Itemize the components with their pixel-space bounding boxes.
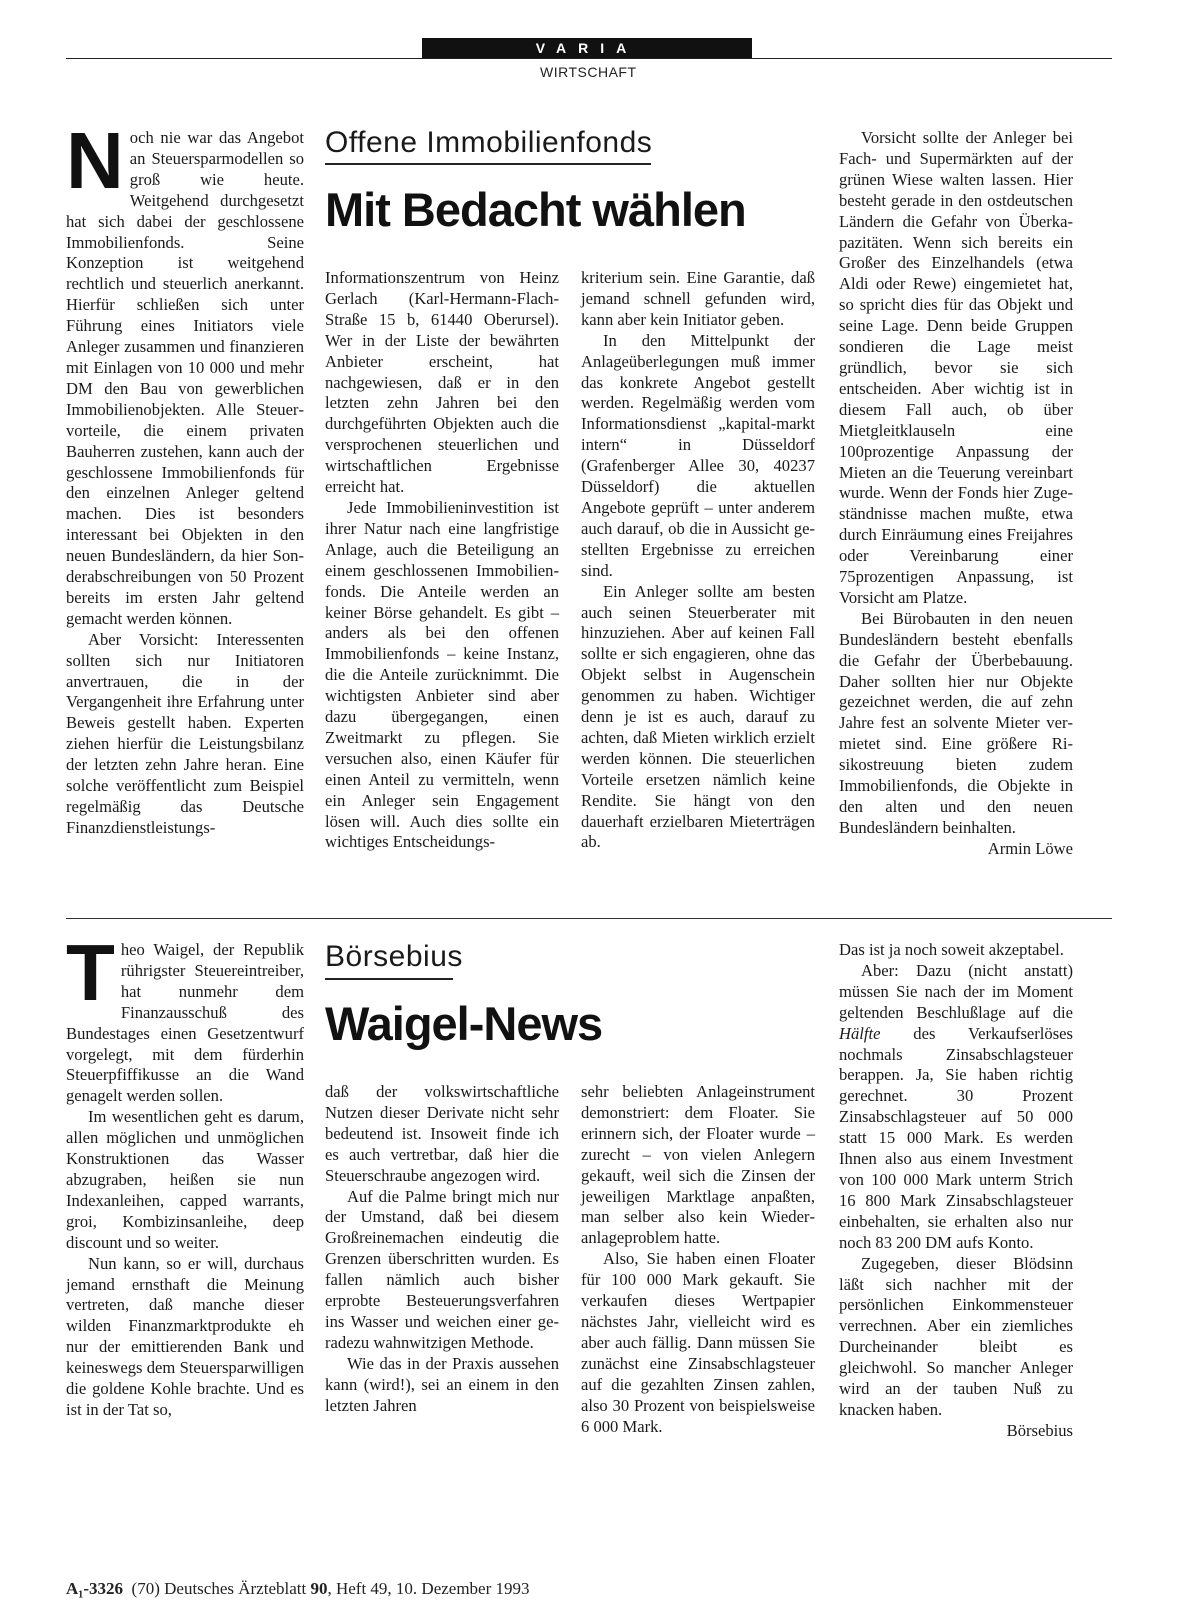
kicker-rule <box>325 163 651 165</box>
page-number: (70) Deutsches Ärzteblatt <box>131 1579 311 1598</box>
article2-col2-p1: daß der volkswirtschaftliche Nutzen dieser Derivate nicht sehr bedeutend ist. Insoweit finde ich es auch vertretbar, daß hier die Steuerschraube angezogen wird. <box>325 1082 559 1185</box>
article2-col3-p2: Also, Sie haben einen Floater für 100 000 Mark gekauft. Sie verkaufen dieses Wertpapier nächstes Jahr, vielleicht wird es aber auch fällig. Dann müssen Sie zunächst eine Zinsabschlagsteuer auf die gezahlten Zinsen zahlen, also 30 Prozent von beispielsweise 6 000 Mark. <box>581 1249 815 1436</box>
article1-column-1 <box>66 116 304 839</box>
article1-column-4 <box>839 128 1073 860</box>
article2-col3-p1: sehr beliebten Anlageinstrument demonstriert: dem Floater. Sie erinnern sich, der Floater wurde – zurecht – von vielen Anlegern gekauft, weil sich die Zinsen der jeweiligen Marktlage anpaßten, man selber also kein Wiederanlageproblem hatte. <box>581 1082 815 1248</box>
article2-col1-p2: Im wesentlichen geht es darum, allen möglichen und unmöglichen Konstruktionen das Wasser abzugraben, heißen sie nun Indexanleihen, capped warrants, groi, Kombizinsanleihe, deep discount und so weiter. <box>66 1107 304 1252</box>
article2-col2-p2: Auf die Palme bringt mich nur der Umstand, daß bei diesem Großreinemachen eindeutig die Grenzen überschritten wurden. Es fallen nämlich auch bisher erprobte Besteuerungsverfahren ins Wasser und weichen einer geradezu wahnwitzigen Methode. <box>325 1186 559 1352</box>
article2-col4-p1: Das ist ja noch soweit akzeptabel. <box>839 940 1064 959</box>
article1-col3-p3: Ein Anleger sollte am besten auch seinen Steuerberater mit hinzuziehen. Aber auf keinen Fall sollte er sich engagieren, ohne das Objekt selbst in Augenschein genommen zu haben. Wichtiger denn je ist es auch, darauf zu achten, daß Mieten wirklich erzielt werden können. Die steuerlichen Vorteile ersetzen nämlich keine Rendite. Sie hängt von den dauerhaft erzielbaren Mieterträgen ab. <box>581 581 815 852</box>
page-code: A₁-3326 <box>66 1579 124 1598</box>
article2-col4-p2: Aber: Dazu (nicht anstatt) müssen Sie nach der im Moment geltenden Beschlußlage auf die Hälfte des Verkaufserlöses nochmals Zinsabschlagsteuer berappen. Ja, Sie haben richtig gerechnet. 30 Prozent Zinsabschlagsteuer auf 50 000 statt 15 000 Mark. Es werden Ihnen also aus einem Investment von 100 000 Mark unterm Strich 16 800 Mark Zinsabschlagsteuer einbehalten, sie erhalten also nur noch 83 200 DM aufs Konto. <box>839 960 1073 1252</box>
article1-col1-p2: Aber Vorsicht: Interessenten sollten sich nur Initiatoren anvertrauen, die in der Vergangenheit ihre Erfahrung unter Beweis gestellt haben. Experten ziehen hierfür die Leistungsbilanz der letzten zehn Jahre heran. Eine solche veröffentlicht zum Beispiel regelmäßig das Deutsche Finanzdienstleistungs- <box>66 629 304 837</box>
article1-col3-p1: kriterium sein. Eine Garantie, daß jemand schnell gefunden wird, kann aber kein Initiator geben. <box>581 268 815 329</box>
section-label: VARIA <box>422 38 752 58</box>
article1-col2-p1: Informationszentrum von Heinz Gerlach (Karl-Hermann-Flach-Straße 15 b, 61440 Oberursel). Wer in der Liste der bewährten Anbieter erscheint, hat nachgewiesen, daß er in den letzten zehn Jahren bei den durchgeführten Objekten auch die versprochenen steuerlichen und wirtschaftlichen Ergebnisse erreicht hat. <box>325 268 559 497</box>
article1-col4-p1: Vorsicht sollte der Anleger bei Fach- und Supermärkten auf der grünen Wiese walten lassen. Hier besteht gerade in den ostdeutschen Ländern die Gefahr von Überkapazitäten. Wenn sich bereits ein Großer des Einzelhandels (etwa Aldi oder Rewe) eingemietet hat, so spricht dies für das Objekt und seine Lage. Denn beide Gruppen sondieren die Lage meist gründlich, bevor sie sich entscheiden. Aber wichtig ist in diesem Fall auch, ob über Mietgleitklauseln eine 100prozentige Anpassung der Mieten an die Teuerung vereinbart wurde. Wenn der Fonds hier Zugeständnisse machen mußte, etwa durch Einräumung eines Freijahres oder Vereinbarung einer 75prozentigen Anpassung, ist Vorsicht am Platze. <box>839 128 1073 607</box>
rubric-label: WIRTSCHAFT <box>540 64 637 80</box>
page-footer <box>66 1579 530 1599</box>
article2-col1-p1: Theo Waigel, der Republik rührigster Steuereintreiber, hat nunmehr dem Finanzausschuß des Bundestages einen Gesetzentwurf vorgelegt, mit dem fürderhin Steuerpfiffikusse an die Wand genagelt werden sollen. <box>66 928 304 1106</box>
dropcap: T <box>66 928 115 1017</box>
article1-col2-p2: Jede Immobilieninvestition ist ihrer Natur nach eine langfristige Anlage, auch die Beteiligung an einem geschlossenen Immobilienfonds. Die Anteile werden an keiner Börse gehandelt. Es gibt – anders als bei den offenen Immobilienfonds – keine Instanz, die die Anteile zurücknimmt. Die wichtigsten Anbieter sind aber dazu übergegangen, einen Zweitmarkt zu pflegen. Sie versuchen also, einen Käufer für einen Anteil zu vermitteln, wenn ein Anleger sein Engagement lösen will. Auch dies sollte ein wichtiges Entscheidungs- <box>325 497 559 852</box>
article2-kicker: Börsebius <box>325 940 463 973</box>
emphasis: Hälfte <box>839 1023 881 1043</box>
kicker-rule <box>325 978 453 980</box>
article2-column-1 <box>66 928 304 1421</box>
issue-date: , Heft 49, 10. Dezember 1993 <box>327 1579 530 1598</box>
article-divider <box>66 918 1112 919</box>
article1-col3-p2: In den Mittelpunkt der Anlageüberlegungen muß immer das konkrete Angebot gestellt werden. Regelmäßig werden vom Informationsdienst „kapital-markt intern“ in Düsseldorf (Grafenberger Allee 30, 40237 Düsseldorf) die aktuellen Angebote geprüft – unter anderem auch darauf, ob die in Aussicht gestellten Ergebnisse zu erreichen sind. <box>581 330 815 580</box>
article1-col1-p1: Noch nie war das Angebot an Steuersparmodellen so groß wie heute. Weitgehend durchgesetzt hat sich dabei der geschlossene Immobilienfonds. Seine Konzeption ist weitgehend rechtlich und steuerlich anerkannt. Hierfür schließen sich unter Führung eines Initiators viele Anleger zusammen und finanzieren mit Einlagen von 10 000 und mehr DM den Bau von gewerblichen Immobilienobjekten. Alle Steuervorteile, die einem privaten Bauherren zustehen, kann auch der geschlossene Immobilienfonds für den einzelnen Anleger geltend machen. Dies ist besonders interessant bei Objekten in den neuen Bundesländern, da hier Sonderabschreibungen von 50 Prozent bereits im ersten Jahr geltend gemacht werden können. <box>66 116 304 628</box>
article2-column-3 <box>581 1082 815 1437</box>
article1-col4-p2: Bei Bürobauten in den neuen Bundesländern besteht ebenfalls die Gefahr der Überbebauung. Daher sollten hier nur Objekte gezeichnet werden, die auf zehn Jahre fest an solvente Mieter vermietet sind. Eine größere Risikostreuung bieten zudem Immobilienfonds, die Objekte in den alten und den neuen Bundesländern beinhalten. <box>839 608 1073 837</box>
article2-column-2 <box>325 1082 559 1417</box>
article1-author: Armin Löwe <box>987 838 1073 858</box>
dropcap: N <box>66 116 124 205</box>
article2-col2-p3: Wie das in der Praxis aussehen kann (wird!), sei an einem in den letzten Jahren <box>325 1353 559 1415</box>
article1-headline: Mit Bedacht wählen <box>325 183 746 236</box>
article1-column-2 <box>325 268 559 853</box>
article2-col1-p3: Nun kann, so er will, durchaus jemand ernsthaft die Meinung vertreten, daß manche dieser wilden Finanzmarktprodukte eh nur der emittierenden Bank und keineswegs dem Steuersparwilligen die goldene Kohle brachte. Und es ist in der Tat so, <box>66 1253 304 1419</box>
article2-author: Börsebius <box>1006 1420 1073 1440</box>
article2-column-4 <box>839 940 1073 1442</box>
article1-kicker: Offene Immobilienfonds <box>325 126 653 159</box>
article2-headline: Waigel-News <box>325 997 603 1050</box>
article1-column-3 <box>581 268 815 853</box>
header-rule <box>66 58 1112 59</box>
article2-col4-p3: Zugegeben, dieser Blödsinn läßt sich nachher mit der persönlichen Einkommensteuer verrechnen. Aber ein ziemliches Durcheinander bleibt es gleichwohl. So mancher Anleger wird an der tauben Nuß zu knacken haben. <box>839 1253 1073 1419</box>
volume: 90 <box>310 1579 328 1598</box>
